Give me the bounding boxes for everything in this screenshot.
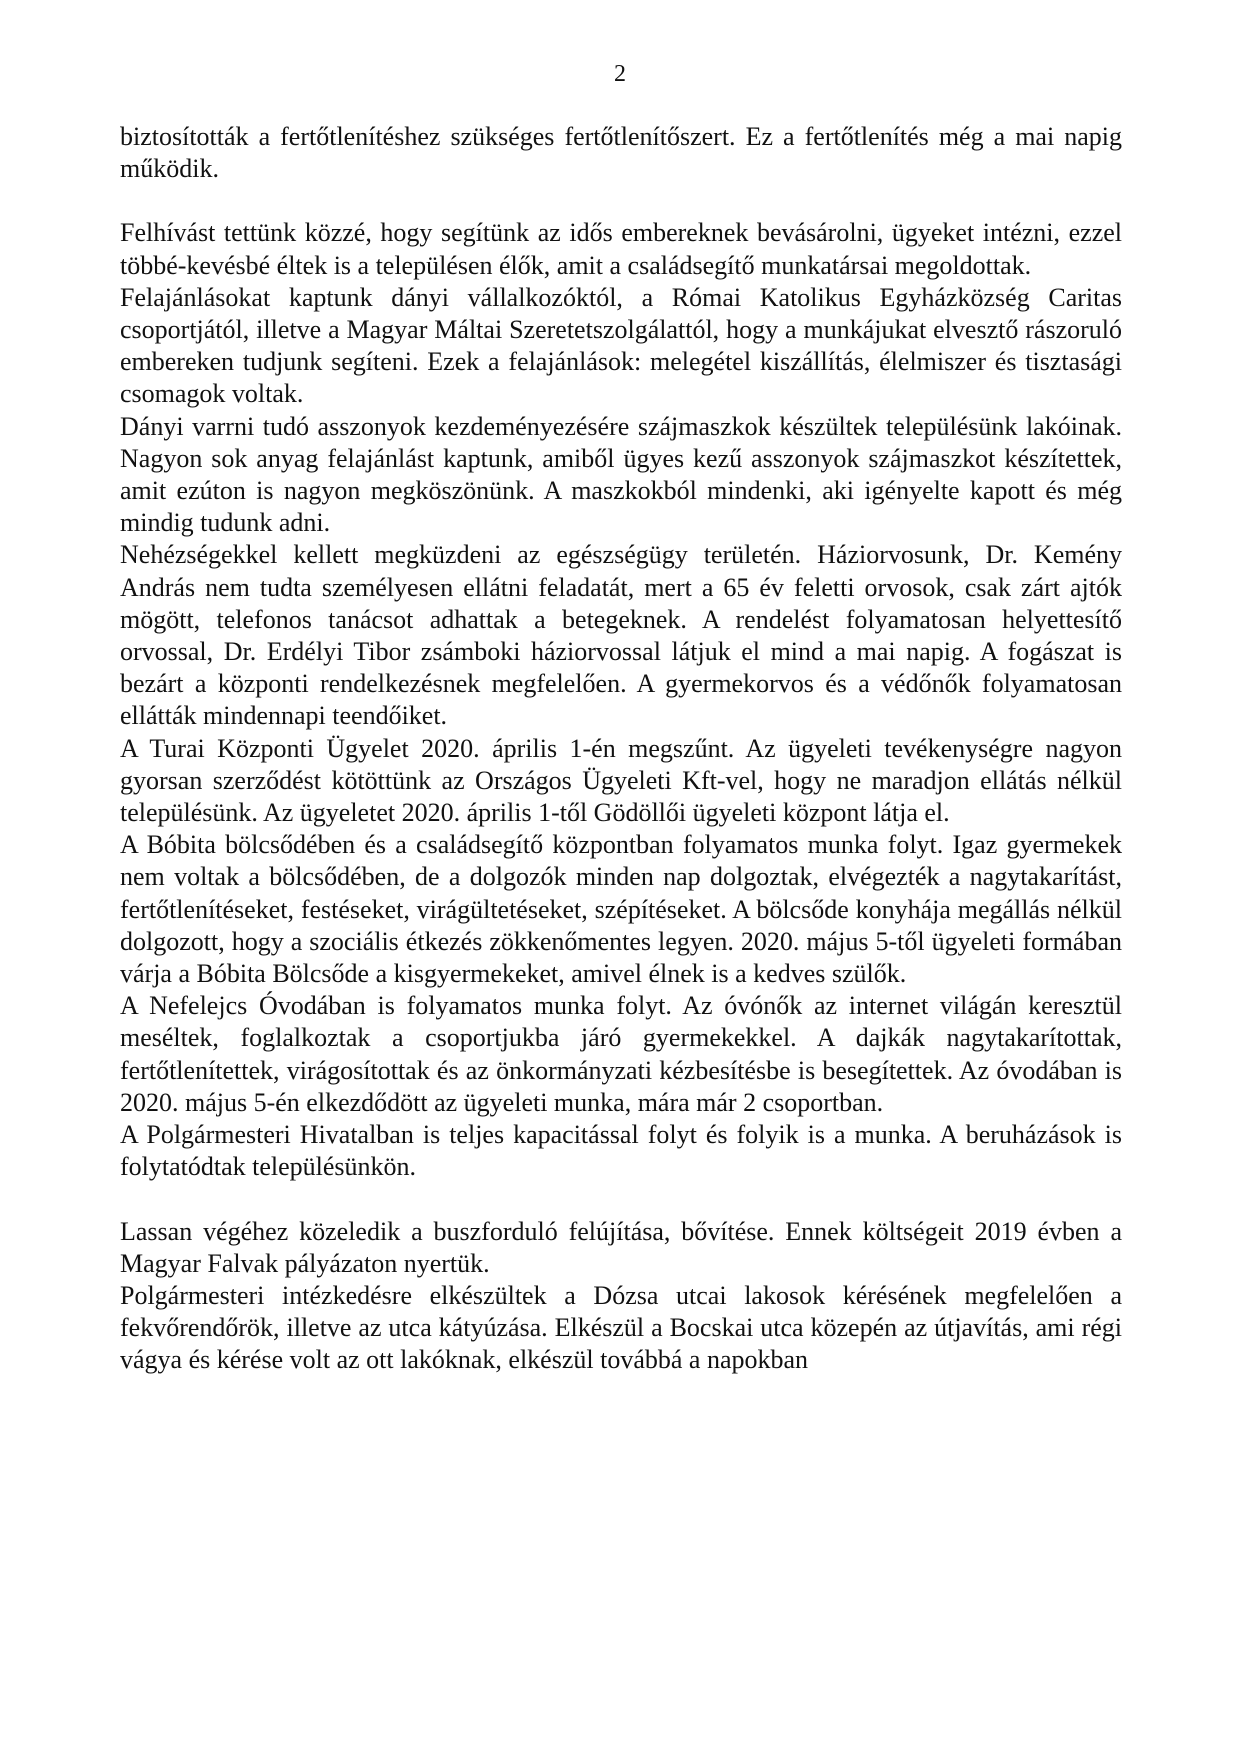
- paragraph-road-works: Polgármesteri intézkedésre elkészültek a Dózsa utcai lakosok kérésének megfelelően a fekvőrendőrök, illetve az utca kátyúzása. Elkészül a Bocskai utca közepén az útjavítás, ami régi vágya és kérése volt az ott lakóknak, elkészül továbbá a napokban: [120, 1280, 1122, 1375]
- paragraph-bus-turnaround: Lassan végéhez közeledik a buszforduló felújítása, bővítése. Ennek költségeit 2019 évben a Magyar Falvak pályázaton nyertük.: [120, 1216, 1122, 1278]
- paragraph-elderly-help: Felhívást tettünk közzé, hogy segítünk az idős embereknek bevásárolni, ügyeket intézni, ezzel többé-kevésbé éltek is a településen élők, amit a családsegítő munkatársai megoldottak.: [120, 218, 1122, 280]
- paragraph-face-masks: Dányi varrni tudó asszonyok kezdeményezésére szájmaszkok készültek településünk lakóinak. Nagyon sok anyag felajánlást kaptunk, amiből ügyes kezű asszonyok szájmaszkot készítettek, amit ezúton is nagyon megköszönünk. A maszkokból mindenki, aki igényelte kapott és még mindig tudunk adni.: [120, 411, 1122, 538]
- paragraph-disinfection: biztosították a fertőtlenítéshez szükséges fertőtlenítőszert. Ez a fertőtlenítés még a mai napig működik.: [120, 122, 1122, 184]
- document-body: [120, 121, 1122, 1377]
- paragraph-mayors-office: A Polgármesteri Hivatalban is teljes kapacitással folyt és folyik is a munka. A beruházások is folytatódtak településünkön.: [120, 1120, 1122, 1182]
- paragraph-on-call-service: A Turai Központi Ügyelet 2020. április 1-én megszűnt. Az ügyeleti tevékenységre nagyon gyorsan szerződést kötöttünk az Országos Ügyeleti Kft-vel, hogy ne maradjon ellátás nélkül településünk. Az ügyeletet 2020. április 1-től Gödöllői ügyeleti központ látja el.: [120, 733, 1122, 828]
- page-number: 2: [614, 61, 626, 87]
- paragraph-nursery: A Bóbita bölcsődében és a családsegítő központban folyamatos munka folyt. Igaz gyermekek nem voltak a bölcsődében, de a dolgozók minden nap dolgoztak, elvégezték a nagytakarítást, fertőtlenítéseket, festéseket, virágültetéseket, szépítéseket. A bölcsőde konyhája megállás nélkül dolgozott, hogy a szociális étkezés zökkenőmentes legyen. 2020. május 5-től ügyeleti formában várja a Bóbita Bölcsőde a kisgyermekeket, amivel élnek is a kedves szülők.: [120, 830, 1122, 989]
- paragraph-healthcare: Nehézségekkel kellett megküzdeni az egészségügy területén. Háziorvosunk, Dr. Kemény András nem tudta személyesen ellátni feladatát, mert a 65 év feletti orvosok, csak zárt ajtók mögött, telefonos tanácsot adhattak a betegeknek. A rendelést folyamatosan helyettesítő orvossal, Dr. Erdélyi Tibor zsámboki háziorvossal látjuk el mind a mai napig. A fogászat is bezárt a központi rendelkezésnek megfelelően. A gyermekorvos és a védőnők folyamatosan ellátták mindennapi teendőiket.: [120, 540, 1122, 731]
- paragraph-donations: Felajánlásokat kaptunk dányi vállalkozóktól, a Római Katolikus Egyházközség Caritas csoportjától, illetve a Magyar Máltai Szeretetszolgálattól, hogy a munkájukat elvesztő rászoruló embereken tudjunk segíteni. Ezek a felajánlások: melegétel kiszállítás, élelmiszer és tisztasági csomagok voltak.: [120, 282, 1122, 409]
- paragraph-kindergarten: A Nefelejcs Óvodában is folyamatos munka folyt. Az óvónők az internet világán keresztül meséltek, foglalkoztak a csoportjukba járó gyermekekkel. A dajkák nagytakarítottak, fertőtlenítettek, virágosítottak és az önkormányzati kézbesítésbe is besegítettek. Az óvodában is 2020. május 5-én elkezdődött az ügyeleti munka, mára már 2 csoportban.: [120, 991, 1122, 1117]
